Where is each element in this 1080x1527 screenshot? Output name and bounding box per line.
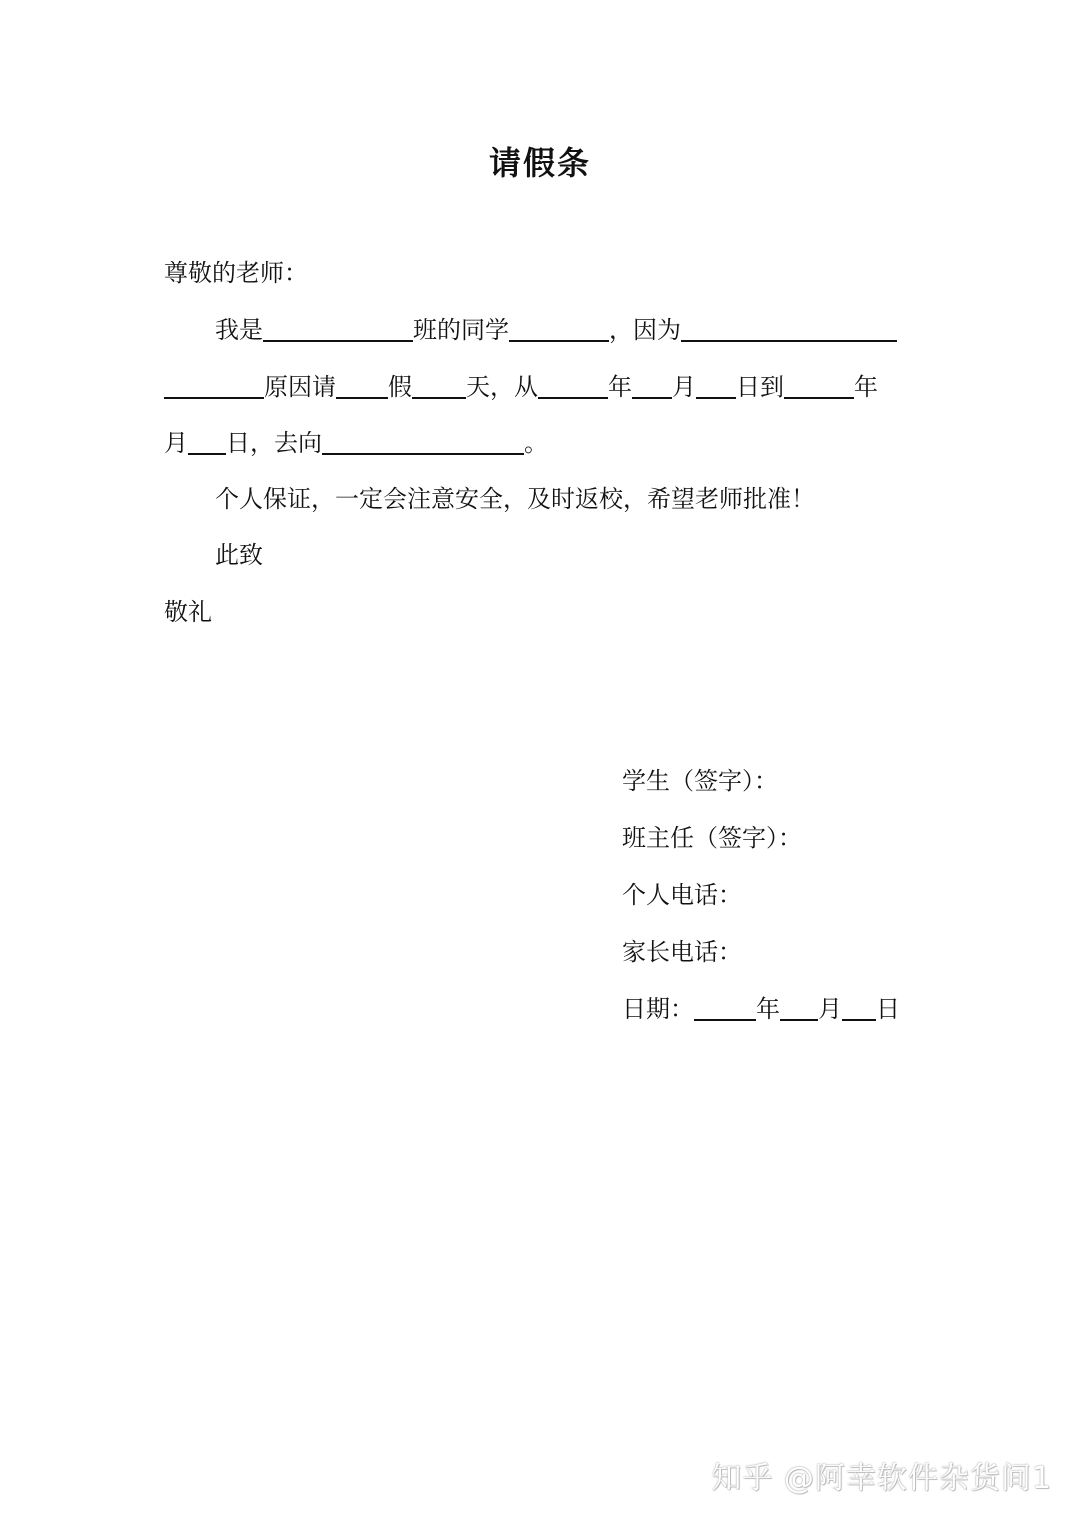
text-jia: 假 — [388, 373, 412, 401]
start-month-blank — [632, 373, 672, 399]
name-blank — [509, 316, 609, 342]
date-day-text: 日 — [876, 995, 900, 1023]
text-class-of: 班的同学 — [413, 316, 509, 344]
days-blank — [412, 373, 466, 399]
date-day-blank — [842, 995, 876, 1021]
parent-phone-label: 家长电话： — [622, 938, 742, 966]
text-because: ，因为 — [609, 316, 681, 344]
start-day-blank — [696, 373, 736, 399]
date-month-text: 月 — [818, 995, 842, 1023]
text-year: 年 — [608, 373, 632, 401]
para1-line2 — [164, 370, 878, 404]
text-i-am: 我是 — [215, 316, 263, 344]
personal-phone-label: 个人电话： — [622, 881, 742, 909]
date-label: 日期： — [622, 995, 694, 1023]
para1-line3 — [164, 426, 548, 460]
zhihu-watermark: 知乎 @阿幸软件杂货间1 — [711, 1461, 1052, 1496]
salutation: 尊敬的老师： — [164, 259, 308, 287]
date-year-blank — [694, 995, 756, 1021]
page-title: 请假条 — [488, 144, 591, 182]
date-year-text: 年 — [756, 995, 780, 1023]
student-signature-label: 学生（签字）： — [622, 767, 778, 795]
text-day-go: 日，去向 — [226, 429, 322, 457]
class-blank — [263, 316, 413, 342]
text-period: 。 — [524, 429, 548, 457]
guarantee-paragraph: 个人保证，一定会注意安全，及时返校，希望老师批准！ — [215, 485, 815, 513]
date-month-blank — [780, 995, 818, 1021]
text-month: 月 — [672, 373, 696, 401]
date-line — [622, 992, 900, 1026]
destination-blank — [322, 429, 524, 455]
start-year-blank — [538, 373, 608, 399]
text-month2: 月 — [164, 429, 188, 457]
reason-blank-1 — [681, 316, 897, 342]
text-reason-leave: 原因请 — [264, 373, 336, 401]
leave-type-blank — [336, 373, 388, 399]
para1-line1 — [215, 313, 897, 347]
end-year-blank — [784, 373, 854, 399]
text-day-to: 日到 — [736, 373, 784, 401]
text-year2: 年 — [854, 373, 878, 401]
reason-blank-2 — [164, 373, 264, 399]
closing-line-2: 敬礼 — [164, 598, 212, 626]
text-tian-from: 天，从 — [466, 373, 538, 401]
closing-line-1: 此致 — [215, 541, 263, 569]
end-day-blank — [188, 429, 226, 455]
teacher-signature-label: 班主任（签字）： — [622, 824, 802, 852]
